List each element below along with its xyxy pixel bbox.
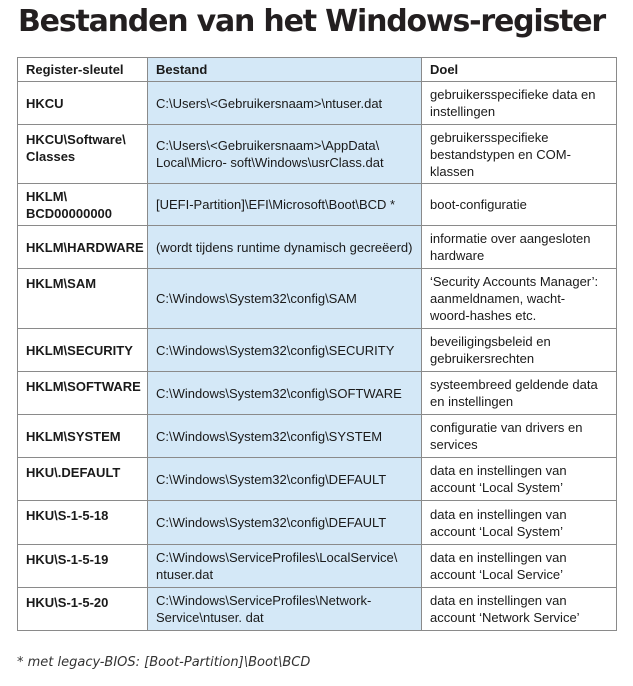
cell-register-key: HKLM\ BCD00000000 bbox=[18, 184, 148, 226]
cell-file: C:\Windows\ServiceProfiles\LocalService\ ntuser.dat bbox=[148, 545, 422, 588]
cell-file: C:\Windows\System32\config\SOFTWARE bbox=[148, 372, 422, 415]
cell-purpose: data en instellingen van account ‘Local System’ bbox=[422, 458, 617, 501]
cell-file: C:\Windows\System32\config\SYSTEM bbox=[148, 415, 422, 458]
table-row bbox=[18, 545, 617, 588]
cell-purpose: data en instellingen van account ‘Network Service’ bbox=[422, 588, 617, 631]
cell-purpose: data en instellingen van account ‘Local System’ bbox=[422, 501, 617, 545]
cell-purpose: beveiligingsbeleid en gebruikersrechten bbox=[422, 329, 617, 372]
registry-files-table bbox=[17, 57, 617, 631]
cell-register-key: HKLM\HARDWARE bbox=[18, 226, 148, 269]
table-row bbox=[18, 226, 617, 269]
cell-register-key: HKCU bbox=[18, 82, 148, 125]
cell-register-key: HKLM\SECURITY bbox=[18, 329, 148, 372]
header-file: Bestand bbox=[148, 58, 422, 82]
table-row bbox=[18, 82, 617, 125]
cell-register-key: HKLM\SAM bbox=[18, 269, 148, 329]
table-row bbox=[18, 329, 617, 372]
cell-purpose: ‘Security Accounts Manager’: aanmeldnamen, wacht- woord-hashes etc. bbox=[422, 269, 617, 329]
page-title: Bestanden van het Windows-register bbox=[18, 4, 606, 39]
cell-register-key: HKU\S-1-5-20 bbox=[18, 588, 148, 631]
header-register-key: Register-sleutel bbox=[18, 58, 148, 82]
cell-file: C:\Users\<Gebruikersnaam>\ntuser.dat bbox=[148, 82, 422, 125]
table-row bbox=[18, 372, 617, 415]
header-purpose: Doel bbox=[422, 58, 617, 82]
cell-register-key: HKU\S-1-5-18 bbox=[18, 501, 148, 545]
table-header-row bbox=[18, 58, 617, 82]
table-row bbox=[18, 415, 617, 458]
cell-file: C:\Windows\ServiceProfiles\Network- Service\ntuser. dat bbox=[148, 588, 422, 631]
cell-file: C:\Windows\System32\config\SECURITY bbox=[148, 329, 422, 372]
cell-register-key: HKCU\Software\ Classes bbox=[18, 125, 148, 184]
cell-purpose: systeembreed geldende data en instellingen bbox=[422, 372, 617, 415]
table-row bbox=[18, 269, 617, 329]
cell-register-key: HKU\S-1-5-19 bbox=[18, 545, 148, 588]
cell-purpose: data en instellingen van account ‘Local Service’ bbox=[422, 545, 617, 588]
table-row bbox=[18, 184, 617, 226]
table-row bbox=[18, 588, 617, 631]
cell-purpose: boot-configuratie bbox=[422, 184, 617, 226]
cell-register-key: HKU\.DEFAULT bbox=[18, 458, 148, 501]
cell-purpose: informatie over aangesloten hardware bbox=[422, 226, 617, 269]
cell-purpose: configuratie van drivers en services bbox=[422, 415, 617, 458]
cell-file: C:\Windows\System32\config\DEFAULT bbox=[148, 501, 422, 545]
cell-register-key: HKLM\SYSTEM bbox=[18, 415, 148, 458]
table-row bbox=[18, 501, 617, 545]
cell-file: (wordt tijdens runtime dynamisch gecreëerd) bbox=[148, 226, 422, 269]
footnote: * met legacy-BIOS: [Boot-Partition]\Boot\BCD bbox=[17, 655, 311, 670]
cell-register-key: HKLM\SOFTWARE bbox=[18, 372, 148, 415]
table-row bbox=[18, 125, 617, 184]
cell-purpose: gebruikersspecifieke bestandstypen en COM-klassen bbox=[422, 125, 617, 184]
cell-file: C:\Windows\System32\config\DEFAULT bbox=[148, 458, 422, 501]
cell-file: C:\Windows\System32\config\SAM bbox=[148, 269, 422, 329]
cell-purpose: gebruikersspecifieke data en instellingen bbox=[422, 82, 617, 125]
table-row bbox=[18, 458, 617, 501]
cell-file: C:\Users\<Gebruikersnaam>\AppData\ Local\Micro- soft\Windows\usrClass.dat bbox=[148, 125, 422, 184]
cell-file: [UEFI-Partition]\EFI\Microsoft\Boot\BCD * bbox=[148, 184, 422, 226]
